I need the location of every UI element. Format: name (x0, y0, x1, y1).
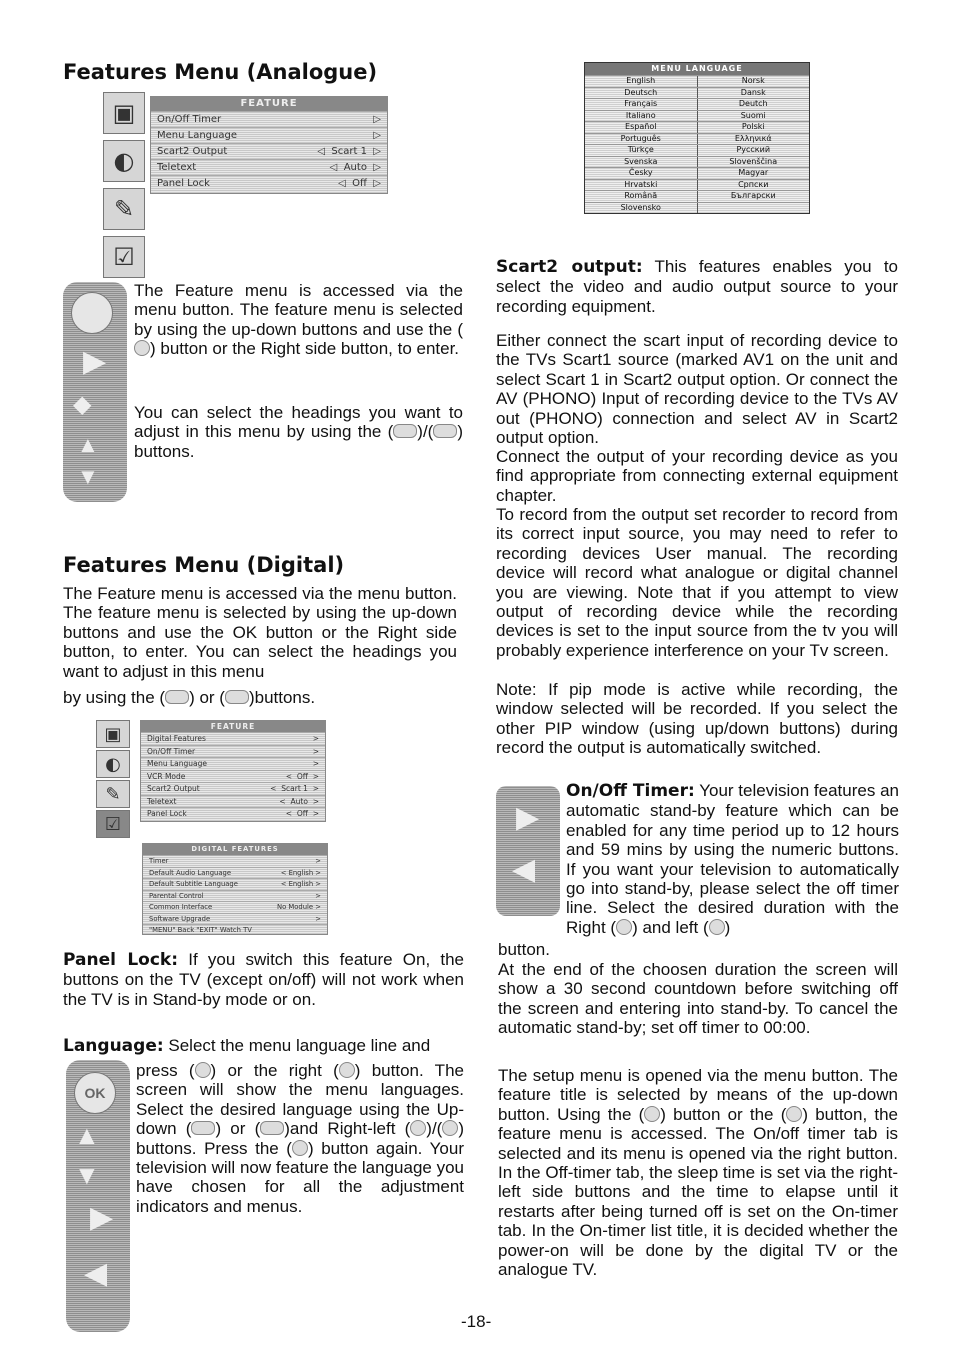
language-option: Ελληνικά (734, 133, 772, 143)
ok-icon (644, 1106, 660, 1122)
language-option: Português (585, 134, 698, 145)
menu-row: Parental Control > (143, 890, 327, 902)
language-option: Русский (736, 145, 771, 154)
language-intro-text: Language: Select the menu language line and (63, 1036, 431, 1056)
up-icon (393, 424, 417, 438)
up-arrow-icon: ◆ (73, 391, 92, 418)
analogue-select-text: You can select the headings you want to adjust in this menu by using the ( )/( ) buttons. (134, 403, 463, 461)
menu-row: Common Interface No Module > (143, 901, 327, 913)
ok-button-icon (71, 292, 113, 334)
menu-row: Menu Language > (141, 757, 325, 770)
menu-footer: "MENU" Back "EXIT" Watch TV (143, 924, 327, 935)
panel-lock-text: Panel Lock: If you switch this feature On, the buttons on the TV (except on/off) will not work when the TV is in Stand-by mode or on. (63, 950, 465, 1009)
language-option: Română (585, 191, 698, 202)
language-option: Suomi (740, 110, 766, 120)
left-icon (709, 919, 725, 935)
ok-icon (195, 1062, 211, 1078)
right-icon (616, 919, 632, 935)
tv-icon: ▣ (103, 92, 145, 134)
tools-icon: ✎ (96, 780, 130, 808)
menu-row: Teletext ◁ Auto ▷ (151, 159, 387, 175)
language-row (585, 87, 809, 99)
language-option: English (585, 76, 698, 87)
feature-icon: ☑ (96, 810, 130, 838)
language-option: Türkçe (585, 145, 698, 156)
down-arrow-icon: ▼ (77, 464, 99, 489)
heading-features-analogue: Features Menu (Analogue) (63, 60, 378, 84)
scart2-intro-text: Scart2 output: This features enables you to select the video and audio output source to your recording equipment. (496, 257, 898, 316)
analogue-menu-icons (103, 92, 145, 278)
language-row (585, 98, 809, 110)
language-option: Italiano (585, 111, 698, 122)
ok-icon (292, 1140, 308, 1156)
ok-icon (134, 340, 150, 356)
language-option: Hrvatski (585, 180, 698, 191)
countdown-text: At the end of the choosen duration the screen will show a 30 second countdown before switching off the screen and entering into stand-by. To cancel the automatic stand-by; set off timer to 00:00. (498, 960, 898, 1038)
up-arrow-icon: ▲ (74, 1120, 100, 1150)
language-option: Norsk (741, 76, 765, 85)
left-arrow-icon: ◀ (512, 853, 536, 886)
on-off-timer-text: On/Off Timer: Your television features an automatic stand-by feature which can be enabled for any time period up to 12 hours and 59 mins by using the numeric buttons. If you want your television to automatically go into stand-by, please select the off timer line. Select the desired duration with the Right ( ) and left ( ) (566, 781, 899, 937)
language-row (585, 190, 809, 202)
language-option: Česky (585, 168, 698, 179)
heading-features-digital: Features Menu (Digital) (63, 553, 345, 577)
menu-row: Scart2 Output ◁ Scart 1 ▷ (151, 143, 387, 159)
down-icon (433, 424, 457, 438)
remote-buttons-illustration (63, 282, 127, 502)
right-arrow-icon: ▶ (516, 801, 540, 834)
language-row (585, 167, 809, 179)
language-option: Magyar (738, 168, 769, 177)
language-row (585, 156, 809, 168)
language-option: Slovenščina (729, 156, 778, 166)
down-arrow-icon: ▲ (77, 432, 99, 457)
scart2-connect-text: Either connect the scart input of recording device to the TVs Scart1 source (marked AV1 on the unit and select Scart 1 in Scart2 output option. Or connect the AV (PHONO) Input of recording device to the TVs AV out (PHONO) connection and select AV in Scart2 output option. (496, 331, 898, 448)
analogue-access-text: The Feature menu is accessed via the menu button. The feature menu is selected by using the up-down buttons and use the () button or the Right side button, to enter. (134, 281, 463, 359)
language-steps-text: press ( ) or the right ( ) button. The screen will show the menu languages. Select the desired language using the Up-down ( ) or ( )and Right-left ( )/( ) buttons. Press the ( ) button again. Your television will now feature the language you have chosen for all the adjustment indicators and menus. (136, 1061, 464, 1216)
down-arrow-icon: ▼ (74, 1160, 100, 1190)
right-arrow-icon: ▶ (90, 1201, 114, 1234)
menu-row: Scart2 Output < Scart 1 > (141, 782, 325, 795)
right-arrow-icon: ▶ (83, 345, 107, 378)
language-option: Español (585, 122, 698, 133)
menu-row: Timer > (143, 855, 327, 867)
menu-title: FEATURE (151, 97, 387, 111)
language-option: Български (730, 191, 776, 200)
language-option (698, 203, 810, 214)
scart2-pip-note: Note: If pip mode is active while recording, the window selected will be recorded. If you select the other PIP window (using up/down buttons) during record the output is automatically switched. (496, 680, 898, 758)
digital-select-text: by using the ( ) or ( )buttons. (63, 688, 316, 707)
digital-features-submenu (142, 843, 328, 935)
menu-row: VCR Mode < Off > (141, 770, 325, 783)
menu-row: Default Subtitle Language < English > (143, 878, 327, 890)
up-icon (191, 1121, 215, 1135)
up-icon (165, 690, 189, 704)
menu-row: Teletext < Auto > (141, 795, 325, 808)
language-option: Dansk (740, 87, 766, 97)
scart2-output-text: Connect the output of your recording device as you find appropriate from connecting external equipment chapter. (496, 447, 898, 505)
left-arrow-icon: ◀ (84, 1257, 108, 1290)
language-option: Deutsch (585, 88, 698, 99)
digital-menu-icons (96, 720, 130, 838)
left-icon (442, 1120, 458, 1136)
remote-buttons-illustration (496, 786, 560, 916)
menu-title: FEATURE (141, 721, 325, 732)
on-off-timer-button: button. (498, 940, 550, 959)
language-row (585, 179, 809, 191)
language-option: Deutch (738, 99, 768, 108)
menu-row: Panel Lock ◁ Off ▷ (151, 175, 387, 191)
language-option: Српски (738, 179, 769, 189)
digital-access-text: The Feature menu is accessed via the menu button. The feature menu is selected by using the up-down buttons and use the OK button or the Right side button, to enter. You can select the headings you want to adjust in this menu (63, 584, 457, 681)
analogue-feature-menu (150, 96, 388, 194)
language-option: Svenska (585, 157, 698, 168)
feature-icon: ☑ (103, 236, 145, 278)
right-icon (786, 1106, 802, 1122)
sound-icon: ◐ (96, 750, 130, 778)
menu-language-table (584, 62, 810, 214)
menu-row: Digital Features > (141, 732, 325, 745)
right-icon (410, 1120, 426, 1136)
menu-row: Menu Language ▷ (151, 127, 387, 143)
down-icon (225, 690, 249, 704)
ok-button-icon: OK (74, 1072, 116, 1114)
sound-icon: ◐ (103, 140, 145, 182)
remote-buttons-illustration (66, 1060, 130, 1332)
scart2-record-text: To record from the output set recorder to record from its correct input source, you may need to refer to recording devices User manual. The recording device will record what analogue or digital channel you are viewing. Note that if you attempt to view output of recording device while the recording devices is set to the input source from the tv you will probably experience interference on your Tv screen. (496, 505, 898, 660)
language-option: Français (585, 99, 698, 110)
menu-row: Software Upgrade > (143, 913, 327, 925)
language-option: Polski (741, 122, 765, 131)
menu-language-title: MENU LANGUAGE (585, 63, 809, 75)
tools-icon: ✎ (103, 188, 145, 230)
menu-row: On/Off Timer ▷ (151, 111, 387, 127)
language-row (585, 133, 809, 145)
down-icon (260, 1121, 284, 1135)
language-row (585, 110, 809, 122)
page-number: -18- (461, 1312, 492, 1331)
menu-row: Default Audio Language < English > (143, 867, 327, 879)
language-row (585, 75, 809, 87)
menu-row: On/Off Timer > (141, 745, 325, 758)
menu-row: Panel Lock < Off > (141, 807, 325, 820)
tv-icon: ▣ (96, 720, 130, 748)
language-option: Slovensko (585, 203, 698, 214)
digital-feature-menu (140, 720, 326, 822)
language-row (585, 202, 809, 214)
setup-menu-text: The setup menu is opened via the menu button. The feature title is selected by means of the up-down button. Using the ( ) button or the ( ) button, the feature menu is accessed. The On/off timer tab is selected and its menu is opened via the right button. In the Off-timer tab, the sleep time is set via the right-left side buttons and the time to elapse until it restarts after being turned off is set on the On-timer tab. In the On-timer list title, it is decided whether the power-on will be done by the digital TV or the analogue TV. (498, 1066, 899, 1280)
language-row (585, 121, 809, 133)
language-row (585, 144, 809, 156)
menu-title: DIGITAL FEATURES (143, 844, 327, 855)
right-icon (339, 1062, 355, 1078)
